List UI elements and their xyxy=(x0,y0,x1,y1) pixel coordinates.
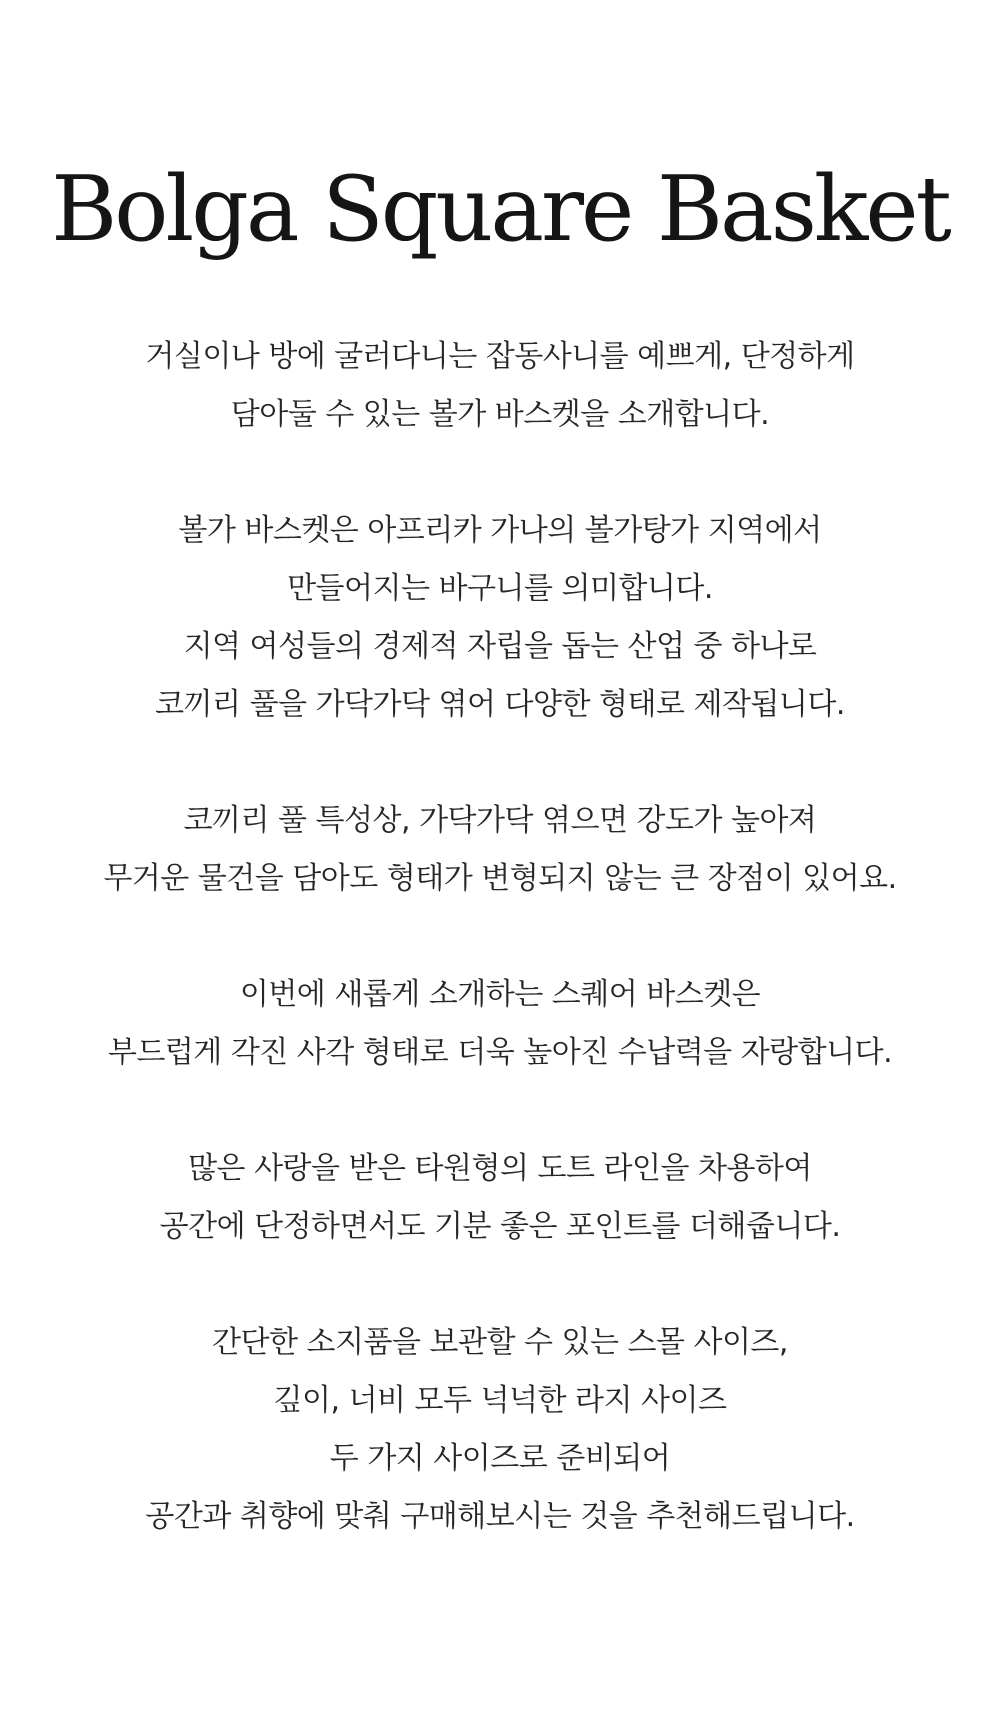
description-line: 무거운 물건을 담아도 형태가 변형되지 않는 큰 장점이 있어요. xyxy=(103,861,897,896)
description-paragraph xyxy=(0,966,1000,1082)
description-line: 공간에 단정하면서도 기분 좋은 포인트를 더해줍니다. xyxy=(159,1209,841,1244)
description-paragraph xyxy=(0,1314,1000,1546)
description-line: 부드럽게 각진 사각 형태로 더욱 높아진 수납력을 자랑합니다. xyxy=(107,1035,893,1070)
description-line: 간단한 소지품을 보관할 수 있는 스몰 사이즈, xyxy=(212,1325,788,1360)
description-line: 코끼리 풀 특성상, 가닥가닥 엮으면 강도가 높아져 xyxy=(183,803,817,838)
description-paragraph xyxy=(0,502,1000,734)
description-line: 많은 사랑을 받은 타원형의 도트 라인을 차용하여 xyxy=(188,1151,812,1186)
description-line: 만들어지는 바구니를 의미합니다. xyxy=(287,571,713,606)
description-line: 볼가 바스켓은 아프리카 가나의 볼가탕가 지역에서 xyxy=(178,513,822,548)
description-paragraph xyxy=(0,328,1000,444)
description-line: 이번에 새롭게 소개하는 스퀘어 바스켓은 xyxy=(239,977,761,1012)
description-paragraph xyxy=(0,792,1000,908)
description-line: 코끼리 풀을 가닥가닥 엮어 다양한 형태로 제작됩니다. xyxy=(155,687,845,722)
product-description xyxy=(0,328,1000,1546)
description-line: 공간과 취향에 맞춰 구매해보시는 것을 추천해드립니다. xyxy=(145,1499,855,1534)
description-line: 거실이나 방에 굴러다니는 잡동사니를 예쁘게, 단정하게 xyxy=(145,339,855,374)
description-line: 두 가지 사이즈로 준비되어 xyxy=(329,1441,671,1476)
description-line: 깊이, 너비 모두 넉넉한 라지 사이즈 xyxy=(273,1383,727,1418)
product-title: Bolga Square Basket xyxy=(51,157,949,262)
description-paragraph xyxy=(0,1140,1000,1256)
description-line: 지역 여성들의 경제적 자립을 돕는 산업 중 하나로 xyxy=(183,629,817,664)
description-line: 담아둘 수 있는 볼가 바스켓을 소개합니다. xyxy=(230,397,770,432)
